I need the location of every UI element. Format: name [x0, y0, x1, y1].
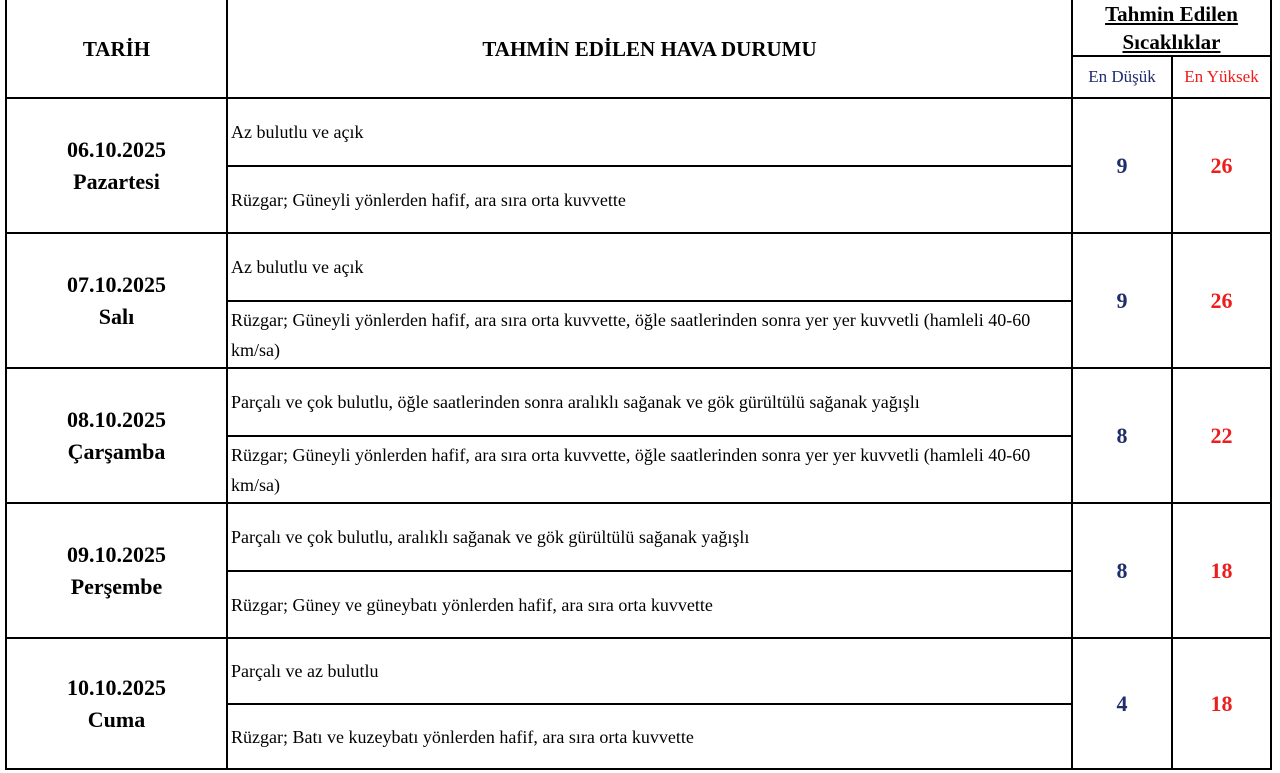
- date-value: 06.10.2025: [67, 136, 166, 162]
- high-temp-cell: [1171, 367, 1272, 504]
- wind-text: Rüzgar; Güneyli yönlerden hafif, ara sıra orta kuvvette, öğle saatlerinden sonra yer yer kuvvetli (hamleli 40-60 km/sa): [231, 444, 1031, 495]
- day-name: Çarşamba: [67, 438, 166, 464]
- weather-text: Parçalı ve çok bulutlu, aralıklı sağanak ve gök gürültülü sağanak yağışlı: [231, 527, 750, 547]
- forecast-table: [5, 0, 1272, 770]
- header-high-label: En Yüksek: [1184, 67, 1259, 86]
- header-temps: [1071, 0, 1272, 57]
- weather-cell: [226, 502, 1073, 572]
- high-temp-cell: [1171, 502, 1272, 639]
- date-cell: [5, 97, 228, 234]
- date-cell: [5, 502, 228, 639]
- wind-text: Rüzgar; Güneyli yönlerden hafif, ara sıra orta kuvvette, öğle saatlerinden sonra yer yer kuvvetli (hamleli 40-60 km/sa): [231, 309, 1031, 360]
- low-temp-cell: [1071, 637, 1173, 770]
- low-temp-cell: [1071, 232, 1173, 369]
- date-value: 07.10.2025: [67, 271, 166, 297]
- day-name: Salı: [98, 303, 135, 329]
- wind-text: Rüzgar; Güney ve güneybatı yönlerden hafif, ara sıra orta kuvvette: [231, 594, 713, 615]
- wind-cell: [226, 703, 1073, 770]
- day-name: Cuma: [87, 706, 146, 732]
- header-low: [1071, 55, 1173, 99]
- header-date: [5, 0, 228, 99]
- header-date-label: TARİH: [82, 36, 151, 61]
- date-value: 09.10.2025: [67, 541, 166, 567]
- weather-cell: [226, 232, 1073, 302]
- date-value: 10.10.2025: [67, 674, 166, 700]
- date-value: 08.10.2025: [67, 406, 166, 432]
- weather-cell: [226, 637, 1073, 705]
- weather-cell: [226, 367, 1073, 437]
- high-temp-cell: [1171, 232, 1272, 369]
- wind-text: Rüzgar; Güneyli yönlerden hafif, ara sıra orta kuvvette: [231, 189, 626, 210]
- wind-cell: [226, 300, 1073, 369]
- low-temp: 9: [1116, 152, 1128, 178]
- weather-text: Az bulutlu ve açık: [231, 257, 364, 277]
- low-temp: 4: [1116, 690, 1128, 716]
- low-temp: 8: [1116, 557, 1128, 583]
- weather-text: Parçalı ve az bulutlu: [231, 661, 379, 681]
- wind-cell: [226, 165, 1073, 234]
- high-temp-cell: [1171, 97, 1272, 234]
- header-low-label: En Düşük: [1088, 67, 1156, 86]
- header-high: [1171, 55, 1272, 99]
- weather-text: Parçalı ve çok bulutlu, öğle saatlerinden sonra aralıklı sağanak ve gök gürültülü sağanak yağışlı: [231, 392, 920, 412]
- high-temp: 22: [1210, 422, 1233, 448]
- wind-cell: [226, 435, 1073, 504]
- low-temp: 9: [1116, 287, 1128, 313]
- date-cell: [5, 637, 228, 770]
- high-temp: 18: [1210, 690, 1233, 716]
- low-temp: 8: [1116, 422, 1128, 448]
- high-temp: 26: [1210, 152, 1233, 178]
- wind-cell: [226, 570, 1073, 639]
- high-temp: 18: [1210, 557, 1233, 583]
- high-temp: 26: [1210, 287, 1233, 313]
- low-temp-cell: [1071, 502, 1173, 639]
- day-name: Pazartesi: [73, 168, 160, 194]
- header-forecast-label: TAHMİN EDİLEN HAVA DURUMU: [482, 36, 817, 61]
- day-name: Perşembe: [70, 573, 163, 599]
- high-temp-cell: [1171, 637, 1272, 770]
- low-temp-cell: [1071, 97, 1173, 234]
- header-forecast: [226, 0, 1073, 99]
- weather-text: Az bulutlu ve açık: [231, 122, 364, 142]
- low-temp-cell: [1071, 367, 1173, 504]
- weather-cell: [226, 97, 1073, 167]
- wind-text: Rüzgar; Batı ve kuzeybatı yönlerden hafif, ara sıra orta kuvvette: [231, 726, 694, 747]
- header-temps-label: Tahmin Edilen Sıcaklıklar: [1105, 1, 1238, 54]
- date-cell: [5, 232, 228, 369]
- date-cell: [5, 367, 228, 504]
